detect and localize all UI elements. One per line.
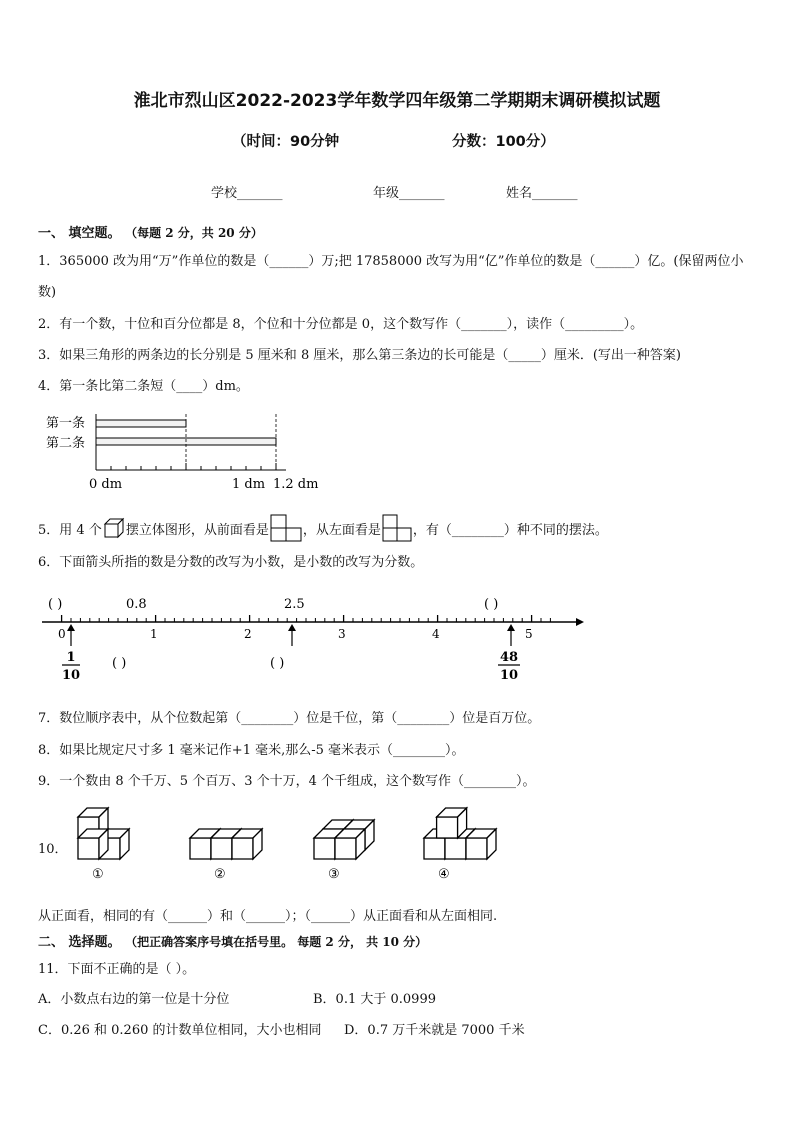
question-5-part-b: 摆立体图形，从前面看是: [125, 522, 269, 538]
cube-face-front: [78, 838, 99, 859]
exam-score: 分数：100分）: [452, 134, 555, 150]
question-10-number: 10．: [38, 842, 68, 857]
cube-face-front: [232, 838, 253, 859]
number-line-ticks: [62, 615, 551, 622]
front-view-icon: [270, 514, 302, 542]
question-9: 9．一个数由 8 个千万、5 个百万、3 个十万，4 个千组成，这个数写作（________）。: [38, 774, 536, 789]
grade-field: 年级_______: [373, 186, 445, 201]
left-view-icon: [382, 514, 412, 542]
number-line-figure: [36, 590, 596, 686]
section-2-heading: [38, 931, 427, 950]
question-5-part-c: ，从左面看是: [302, 522, 381, 538]
fraction-2-numerator: 48: [499, 650, 519, 665]
tick-label-5: 5: [525, 627, 533, 641]
cube-figures: [70, 800, 500, 882]
segment-label-first: 第一条: [46, 416, 86, 431]
arrow-1-10: [67, 624, 75, 646]
bottom-blank-2-5: ( ): [270, 656, 285, 671]
section-2-note: （把正确答案序号填在括号里。 每题 2 分， 共 10 分）: [125, 935, 428, 949]
section-2-title: 二、 选择题。: [38, 935, 121, 950]
cube-figure-4: [424, 808, 496, 859]
school-field: 学校_______: [211, 186, 283, 201]
ruler-label-1-2: 1.2 dm: [273, 477, 319, 492]
bottom-blank-0-8: ( ): [112, 656, 127, 671]
tick-label-1: 1: [150, 627, 158, 641]
cube-figure-1: [78, 808, 129, 859]
fraction-1-numerator: 1: [66, 650, 76, 665]
top-blank-left: ( ): [48, 597, 63, 612]
cube-figure-label-4: ④: [438, 867, 450, 882]
question-3: 3．如果三角形的两条边的长分别是 5 厘米和 8 厘米，那么第三条边的长可能是（_____）厘米．(写出一种答案): [38, 348, 681, 363]
arrow-2-5: [288, 624, 296, 646]
question-5-part-d: ，有（________）种不同的摆法。: [412, 522, 608, 538]
ruler-label-0: 0 dm: [89, 477, 123, 492]
cube-figure-label-1: ①: [92, 867, 104, 882]
tick-label-3: 3: [338, 627, 346, 641]
ruler-label-1: 1 dm: [232, 477, 266, 492]
section-1-title: 一、 填空题。: [38, 226, 121, 241]
cube-face-front: [211, 838, 232, 859]
option-a: A．小数点右边的第一位是十分位: [38, 992, 230, 1007]
cube-face-front: [314, 838, 335, 859]
top-label-2-5: 2.5: [284, 597, 305, 612]
cube-figure-label-3: ③: [328, 867, 340, 882]
question-4: 4．第一条比第二条短（____）dm。: [38, 379, 249, 394]
cube-face-front: [190, 838, 211, 859]
fraction-1-denominator: 10: [61, 668, 81, 683]
cube-face-front: [437, 817, 458, 838]
cube-face-front: [424, 838, 445, 859]
first-segment: [96, 420, 186, 427]
cube-face-front: [445, 838, 466, 859]
tick-label-4: 4: [432, 627, 440, 641]
name-field: 姓名_______: [506, 186, 578, 201]
section-1-heading: [38, 222, 263, 241]
option-d: D．0.7 万千米就是 7000 千米: [344, 1023, 525, 1038]
cube-icon: [103, 517, 125, 539]
segment-figure: [40, 408, 340, 496]
tick-label-2: 2: [244, 627, 252, 641]
exam-time: （时间：90分钟: [232, 134, 340, 150]
arrow-48-10: [507, 624, 515, 646]
cube-face-front: [466, 838, 487, 859]
question-11: 11．下面不正确的是（ ）。: [38, 962, 196, 977]
top-label-0-8: 0.8: [126, 597, 147, 612]
cube-figure-label-2: ②: [214, 867, 226, 882]
section-1-note: （每题 2 分，共 20 分）: [125, 226, 263, 240]
question-5-part-a: 5．用 4 个: [38, 522, 102, 538]
number-line-arrowhead: [576, 618, 584, 626]
option-b: B．0.1 大于 0.0999: [313, 992, 436, 1007]
question-1-line2: 数): [38, 285, 57, 300]
top-blank-right: ( ): [484, 597, 499, 612]
tick-label-0: 0: [58, 627, 66, 641]
ruler-ticks: [96, 463, 276, 470]
cube-face-front: [335, 838, 356, 859]
question-7: 7．数位顺序表中，从个位数起第（________）位是千位，第（________）位是百万位。: [38, 711, 541, 726]
option-c: C．0.26 和 0.260 的计数单位相同，大小也相同: [38, 1023, 322, 1038]
cube-figure-2: [190, 829, 262, 859]
question-2: 2．有一个数，十位和百分位都是 8，个位和十分位都是 0，这个数写作（_______），读作（_________）。: [38, 317, 644, 332]
question-1-line1: 1．365000 改为用“万”作单位的数是（______）万;把 17858000 改写为用“亿”作单位的数是（______）亿。(保留两位小: [38, 254, 744, 269]
question-8: 8．如果比规定尺寸多 1 毫米记作+1 毫米,那么-5 毫米表示（________）。: [38, 743, 465, 758]
page-title: 淮北市烈山区2022-2023学年数学四年级第二学期期末调研模拟试题: [133, 91, 661, 111]
segment-label-second: 第二条: [46, 436, 86, 451]
question-6: 6．下面箭头所指的数是分数的改写为小数，是小数的改写为分数。: [38, 555, 424, 570]
question-5: [38, 514, 608, 542]
fraction-2-denominator: 10: [499, 668, 519, 683]
cube-figure-3: [314, 820, 374, 859]
question-10-text: 从正面看，相同的有（______）和（______）；（______）从正面看和从左面相同.: [38, 909, 498, 924]
